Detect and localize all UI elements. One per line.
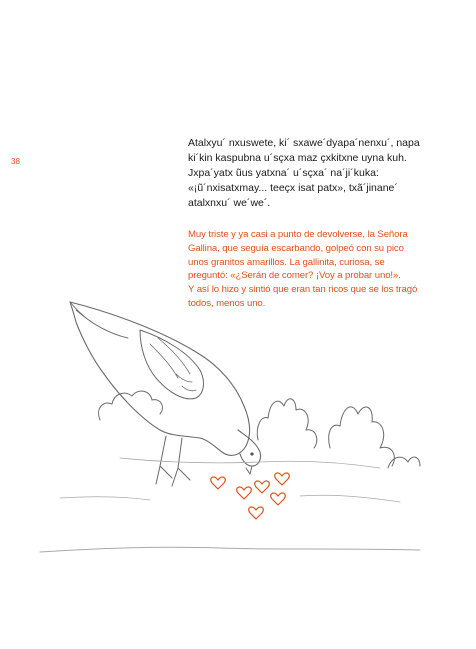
heart-icon bbox=[255, 481, 270, 493]
heart-icon bbox=[237, 487, 252, 499]
bush-middle bbox=[257, 399, 317, 448]
heart-icon bbox=[271, 493, 286, 505]
heart-icon bbox=[249, 507, 264, 519]
heart-icon bbox=[275, 473, 290, 485]
heart-icon bbox=[211, 477, 226, 489]
hen-tail bbox=[70, 302, 128, 338]
hen-leg-left bbox=[156, 436, 172, 484]
hen-eye bbox=[250, 452, 253, 455]
grain-hearts bbox=[211, 473, 290, 519]
hen-wing bbox=[140, 330, 203, 399]
hen-pecking-illustration bbox=[0, 290, 476, 590]
ground-line bbox=[40, 547, 420, 552]
wing-feathers bbox=[150, 338, 196, 391]
page-number: 38 bbox=[11, 157, 20, 166]
bush-right bbox=[329, 407, 395, 466]
hen-beak bbox=[246, 466, 252, 474]
spanish-translation-paragraph: Muy triste y ya casi a punto de devolverse, la Señora Gallina, que seguía escarbando, golpeó con su pico unos granitos amarillos. La gallinita, curiosa, se preguntó: «¿Serán de comer? ¡Voy a probar uno!». Y así lo hizo y sintió que eran tan ricos que se los tragó todos, menos uno. bbox=[188, 229, 418, 309]
ground-shadow bbox=[120, 458, 380, 468]
nasa-yuwe-paragraph: Atalxyu´ nxuswete, ki´ sxawe´dyapa´nenxu´, napa ki´kin kaspubna u´sçxa maz çxkitxne uyna kuh. Jxpa´yatx ũus yatxna´ u´sçxa´ na´ji´kuka: «¡ũ´nxisatxmay... teeçx isat patx», txã´jinane´ atalxnxu´ we´we´. bbox=[188, 137, 420, 209]
bush-far-right bbox=[388, 457, 420, 468]
ground-scratch bbox=[60, 495, 400, 502]
